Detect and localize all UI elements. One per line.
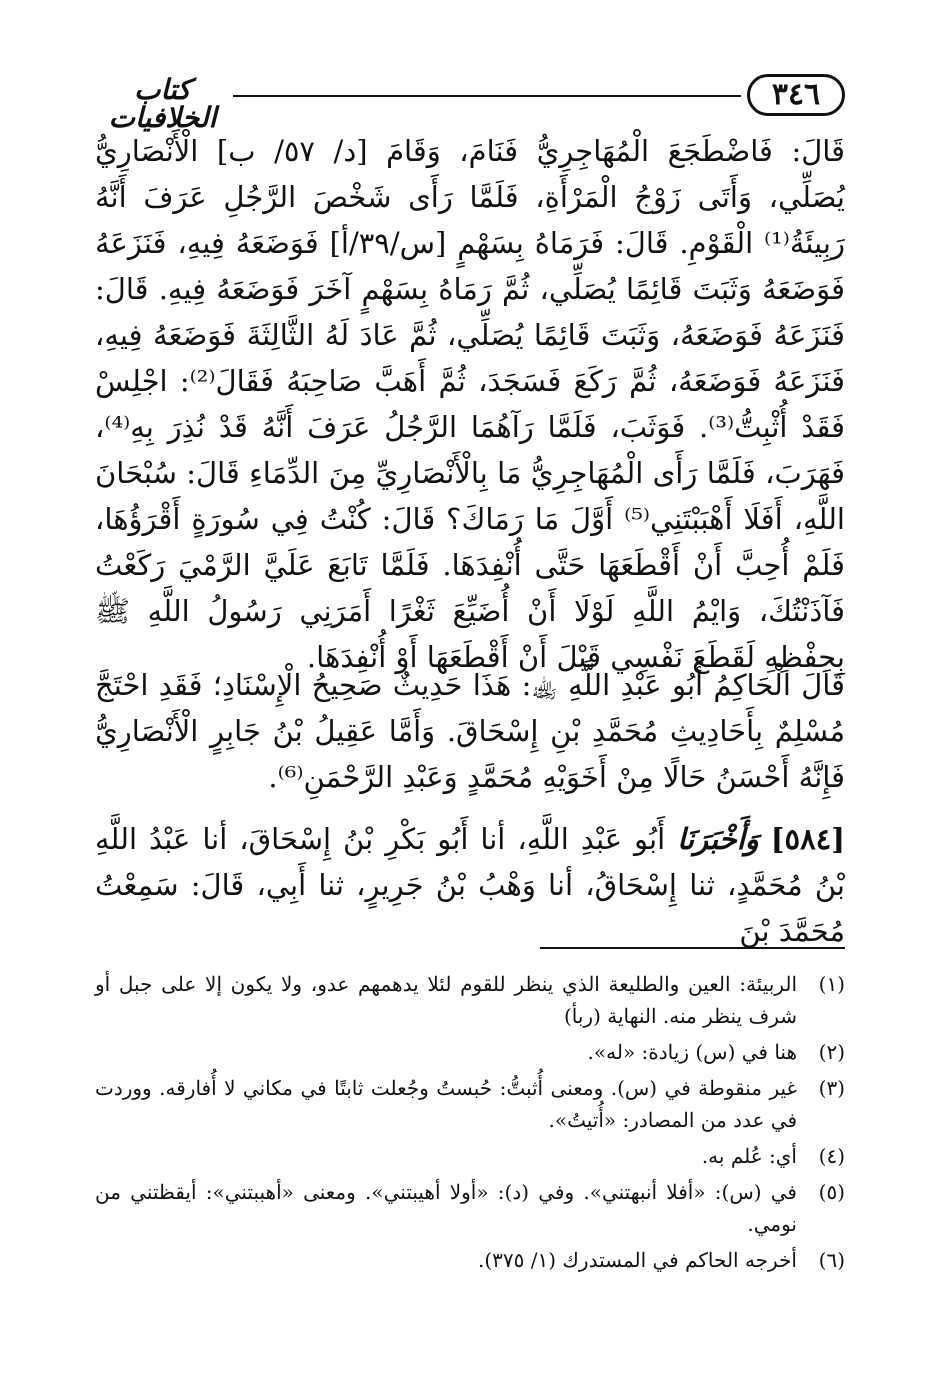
footnote-text: الربيئة: العين والطليعة الذي ينظر للقوم لئلا يدهمهم عدو، ولا يكون إلا على جبل أو شرف ينظر منه. النهاية (ربأ) bbox=[95, 972, 797, 1028]
footnote bbox=[95, 1140, 845, 1172]
footnote-text: أي: عُلم به. bbox=[701, 1144, 797, 1168]
hadith-number: [٥٨٤] bbox=[770, 822, 845, 856]
footnote-number: (٦) bbox=[818, 1248, 845, 1272]
footnote bbox=[95, 968, 845, 1032]
footnote-number: (٢) bbox=[818, 1040, 845, 1064]
footnote-number: (٣) bbox=[818, 1076, 845, 1100]
footnote bbox=[95, 1072, 845, 1136]
paragraph-2: قَالَ الْحَاكِمُ أَبُو عَبْدِ اللَّهِ ﵀: هَذَا حَدِيثٌ صَحِيحُ الْإِسْنَادِ؛ فَقَدِ احْتَجَّ مُسْلِمٌ بِأَحَادِيثِ مُحَمَّدِ بْنِ إِسْحَاقَ. وَأَمَّا عَقِيلُ بْنُ جَابِرٍ الْأَنْصَارِيُّ فَإِنَّهُ أَحْسَنُ حَالًا مِنْ أَخَوَيْهِ مُحَمَّدٍ وَعَبْدِ الرَّحْمَنِ⁽⁶⁾. bbox=[95, 668, 845, 794]
footnote-text: هنا في (س) زيادة: «له». bbox=[587, 1040, 797, 1064]
paragraph-3-lead: وَأَخْبَرَنَا bbox=[677, 822, 759, 856]
footnote-text: في (س): «أفلا أنبهتني». وفي (د): «أولا أهيبتني». ومعنى «أهببتني»: أيقظتني من نومي. bbox=[95, 1180, 797, 1236]
footnote-number: (٤) bbox=[818, 1144, 845, 1168]
page-number-badge: ٣٤٦ bbox=[747, 74, 845, 116]
footnote-separator bbox=[540, 947, 845, 949]
footnotes bbox=[95, 968, 845, 1280]
page-header bbox=[95, 70, 845, 134]
footnote bbox=[95, 1176, 845, 1240]
footnote-number: (١) bbox=[818, 972, 845, 996]
footnote bbox=[95, 1244, 845, 1276]
paragraph-3-text: أَبُو عَبْدِ اللَّهِ، أنا أَبُو بَكْرِ بْنُ إِسْحَاقَ، أنا عَبْدُ اللَّهِ بْنُ مُحَمَّدٍ، ثنا إِسْحَاقُ، أنا وَهْبُ بْنُ جَرِيرٍ، ثنا أَبِي، قَالَ: سَمِعْتُ مُحَمَّدَ بْنَ bbox=[95, 822, 845, 948]
paragraph-3 bbox=[95, 816, 845, 948]
footnote bbox=[95, 1036, 845, 1068]
footnote-text: أخرجه الحاكم في المستدرك (١/ ٣٧٥). bbox=[478, 1248, 797, 1272]
main-text bbox=[95, 128, 846, 948]
paragraph-1: قَالَ: فَاضْطَجَعَ الْمُهَاجِرِيُّ فَنَامَ، وَقَامَ [د/ ٥٧/ ب] الْأَنْصَارِيُّ يُصَلِّي، وَأَتَى زَوْجُ الْمَرْأَةِ، فَلَمَّا رَأَى شَخْصَ الرَّجُلِ عَرَفَ أَنَّهُ رَبِيئَةُ⁽¹⁾ الْقَوْمِ. قَالَ: فَرَمَاهُ بِسَهْمٍ [س/٣٩/أ] فَوَضَعَهُ فِيهِ، فَنَزَعَهُ فَوَضَعَهُ وَثَبَتَ قَائِمًا يُصَلِّي، ثُمَّ رَمَاهُ بِسَهْمٍ آخَرَ فَوَضَعَهُ فِيهِ. قَالَ: فَنَزَعَهُ فَوَضَعَهُ، وَثَبَتَ قَائِمًا يُصَلِّي، ثُمَّ عَادَ لَهُ الثَّالِثَةَ فَوَضَعَهُ فِيهِ، فَنَزَعَهُ فَوَضَعَهُ، ثُمَّ رَكَعَ فَسَجَدَ، ثُمَّ أَهَبَّ صَاحِبَهُ فَقَالَ⁽²⁾: اجْلِسْ فَقَدْ أُثْبِتُّ⁽³⁾. فَوَثَبَ، فَلَمَّا رَآهُمَا الرَّجُلُ عَرَفَ أَنَّهُ قَدْ نُذِرَ بِهِ⁽⁴⁾، فَهَرَبَ، فَلَمَّا رَأَى الْمُهَاجِرِيُّ مَا بِالْأَنْصَارِيِّ مِنَ الدِّمَاءِ قَالَ: سُبْحَانَ اللَّهِ، أَفَلَا أَهْبَبْتَنِي⁽⁵⁾ أَوَّلَ مَا رَمَاكَ؟ قَالَ: كُنْتُ فِي سُورَةٍ أَقْرَؤُهَا، فَلَمْ أُحِبَّ أَنْ أَقْطَعَهَا حَتَّى أُنْفِدَهَا. فَلَمَّا تَابَعَ عَلَيَّ الرَّمْيَ رَكَعْتُ فَآذَنْتُكَ، وَايْمُ اللَّهِ لَوْلَا أَنْ أُضَيِّعَ ثَغْرًا أَمَرَنِي رَسُولُ اللَّهِ ﷺ بِحِفْظِهِ لَقَطَعَ نَفْسِي قَبْلَ أَنْ أَقْطَعَهَا أَوْ أُنْفِدَهَا. bbox=[95, 134, 846, 674]
header-rule bbox=[233, 95, 741, 97]
footnote-text: غير منقوطة في (س). ومعنى أُثبتُّ: حُبستُ وجُعلت ثابتًا في مكاني لا أُفارقه. ووردت في عدد من المصادر: «أُتيتُ». bbox=[95, 1076, 797, 1132]
footnote-number: (٥) bbox=[818, 1180, 845, 1204]
book-title: كتاب الخلافيات bbox=[108, 73, 217, 134]
